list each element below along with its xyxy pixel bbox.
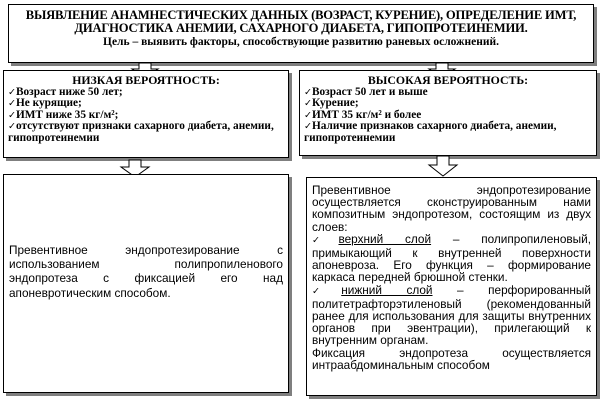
lower-layer-item [312, 284, 591, 347]
low-criteria-list [8, 87, 284, 144]
checkmark-icon: ✓ [8, 121, 16, 133]
checkmark-icon: ✓ [304, 98, 312, 110]
checkmark-icon: ✓ [312, 285, 342, 297]
list-item: ✓Наличие признаков сахарного диабета, анемии, гипопротеинемии [304, 120, 557, 144]
upper-layer-text: – полипропиленовый, примыкающий к внутренней поверхности апоневроза. Его функция – формирование каркаса передней брюшной стенки. [312, 231, 591, 285]
lower-layer-text: – перфорированный политетрафторэтиленовый (рекомендованный ранее для использования для защиты внутренних органов при эвентрации), прилегающий к внутренним органам. [312, 282, 591, 348]
high-probability-box [299, 70, 597, 156]
list-item: ✓Курение; [304, 97, 359, 110]
checkmark-icon: ✓ [304, 87, 312, 98]
checkmark-icon: ✓ [8, 109, 16, 121]
checkmark-icon: ✓ [8, 98, 16, 110]
high-probability-result-text [312, 184, 591, 371]
checkmark-icon: ✓ [312, 234, 339, 246]
fixation-text: Фиксация эндопротеза осуществляется интраабдоминальным способом [312, 345, 591, 372]
low-probability-heading: НИЗКАЯ ВЕРОЯТНОСТЬ: [72, 73, 220, 87]
assessment-title: ВЫЯВЛЕНИЕ АНАМНЕСТИЧЕСКИХ ДАННЫХ (ВОЗРАСТ, КУРЕНИЕ), ОПРЕДЕЛЕНИЕ ИМТ, ДИАГНОСТИКА АНЕМИИ, САХАРНОГО ДИАБЕТА, ГИПОПРОТЕИНЕМИИ. [25, 8, 577, 35]
upper-layer-label: верхний слой [338, 231, 432, 246]
down-arrow-icon [427, 156, 459, 176]
list-item: ✓отсутствуют признаки сахарного диабета, анемии, гипопротеинемии [8, 120, 274, 144]
high-probability-result-box [306, 177, 597, 396]
low-probability-result-text: Превентивное эндопротезирование с использованием полипропиленового эндопротеза с фиксацией его над апоневротическим способом. [9, 243, 283, 300]
upper-layer-item [312, 233, 591, 284]
list-item: ✓Возраст 50 лет и выше [304, 86, 428, 98]
assessment-box [8, 4, 594, 63]
high-probability-heading: ВЫСОКАЯ ВЕРОЯТНОСТЬ: [367, 73, 529, 87]
list-item: ✓Не курящие; [8, 97, 82, 110]
high-criteria-list [304, 87, 592, 144]
list-item: ✓Возраст ниже 50 лет; [8, 86, 123, 98]
lower-layer-label: нижний слой [341, 282, 433, 297]
result-intro: Превентивное эндопротезирование осуществляется сконструированным нами композитным эндопротезом, состоящим из двух слоев: [312, 183, 591, 234]
checkmark-icon: ✓ [8, 87, 16, 98]
low-probability-box [3, 70, 289, 158]
assessment-goal: Цель – выявить факторы, способствующие развитию раневых осложнений. [103, 36, 499, 48]
list-item: ✓ИМТ ниже 35 кг/м²; [8, 108, 119, 121]
checkmark-icon: ✓ [304, 121, 312, 133]
list-item: ✓ИМТ 35 кг/м² и более [304, 108, 422, 121]
checkmark-icon: ✓ [304, 109, 312, 121]
low-probability-result-box [3, 174, 289, 393]
